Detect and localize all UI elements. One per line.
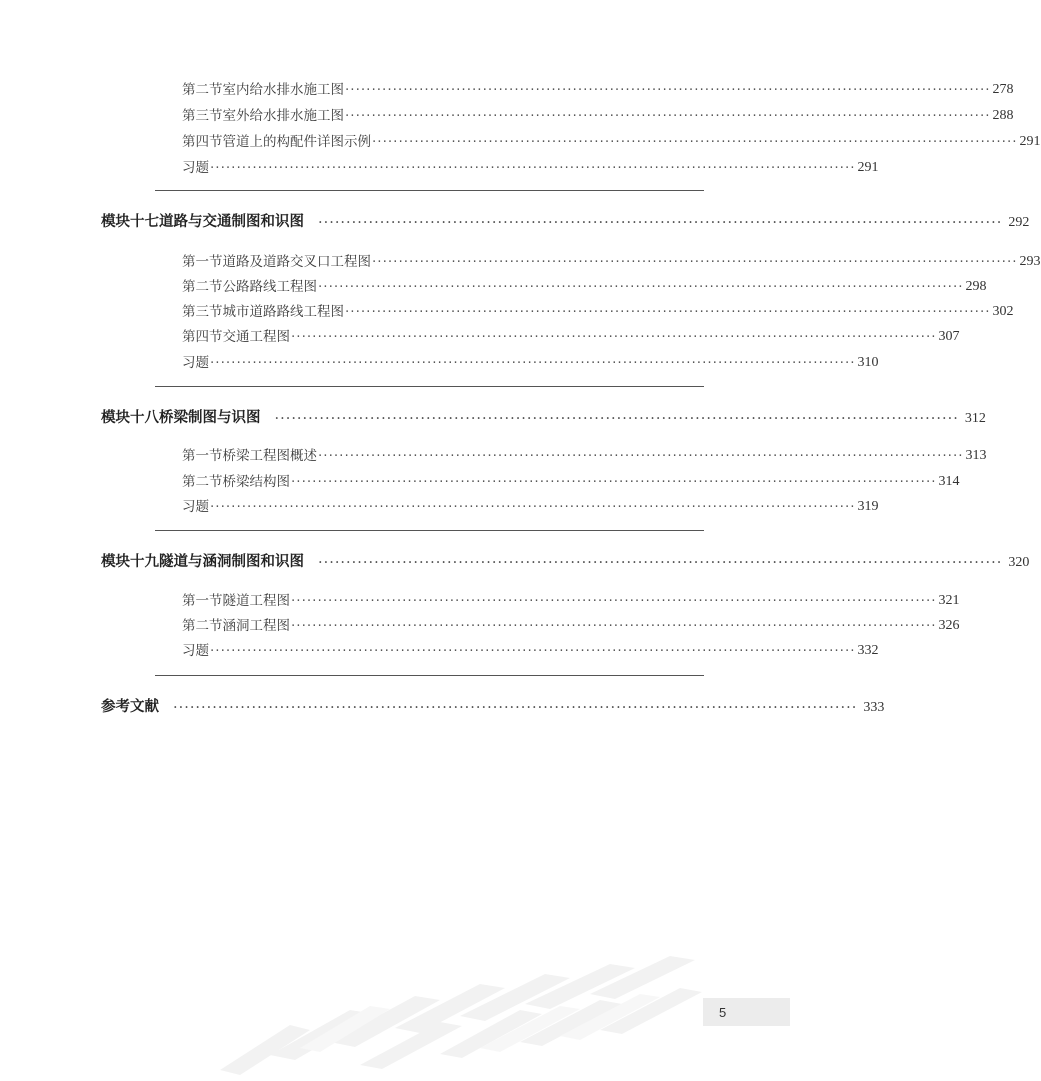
- toc-entry-exercises[interactable]: [182, 495, 879, 515]
- toc-entry-exercises[interactable]: [182, 156, 879, 176]
- dot-leader: ··························································································································: [372, 134, 1018, 150]
- toc-entry-page: 288: [992, 108, 1014, 123]
- dot-leader: ··························································································································: [274, 411, 959, 427]
- toc-module-page: 292: [1008, 215, 1030, 230]
- toc-entry-title: 公路路线工程图: [222, 279, 317, 295]
- toc-module-number: 模块十九: [101, 553, 159, 570]
- toc-module-title: 道路与交通制图和识图: [159, 213, 304, 230]
- toc-entry[interactable]: [182, 325, 960, 345]
- dot-leader: ··························································································································: [318, 448, 964, 464]
- toc-entry-number: 第一节: [182, 593, 223, 609]
- toc-module-number: 模块十七: [101, 213, 159, 230]
- toc-module-title: 参考文献: [101, 698, 159, 715]
- dot-leader: ··························································································································: [291, 474, 937, 490]
- toc-module-entry[interactable]: [101, 407, 986, 427]
- toc-entry-exercises[interactable]: [182, 351, 879, 371]
- toc-entry-title: 室内给水排水施工图: [222, 82, 344, 98]
- divider: [155, 386, 704, 387]
- toc-entry-title: 桥梁结构图: [222, 474, 290, 490]
- divider: [155, 530, 704, 531]
- toc-module-page: 320: [1008, 555, 1030, 570]
- dot-leader: ··························································································································: [318, 215, 1003, 231]
- dot-leader: ··························································································································: [210, 643, 856, 659]
- toc-entry[interactable]: [182, 250, 1041, 270]
- toc-entry-page: 293: [1019, 254, 1041, 269]
- dot-leader: ··························································································································: [210, 355, 856, 371]
- toc-entry[interactable]: [182, 78, 1014, 98]
- toc-module-page: 333: [863, 700, 885, 715]
- toc-entry-page: 332: [857, 643, 879, 658]
- divider: [155, 675, 704, 676]
- toc-entry[interactable]: [182, 470, 960, 490]
- dot-leader: ··························································································································: [345, 304, 991, 320]
- toc-entry-number: 第二节: [182, 474, 223, 490]
- toc-entry-number: 第二节: [182, 279, 223, 295]
- toc-module-entry[interactable]: [101, 551, 1030, 571]
- toc-entry-title: 管道上的构配件详图示例: [222, 134, 371, 150]
- dot-leader: ··························································································································: [345, 82, 991, 98]
- toc-entry-title: 道路及道路交叉口工程图: [222, 254, 371, 270]
- dot-leader: ··························································································································: [345, 108, 991, 124]
- toc-entry-number: 第四节: [182, 329, 223, 345]
- toc-entry-number: 第二节: [182, 82, 223, 98]
- toc-entry-number: 第一节: [182, 448, 223, 464]
- toc-entry-page: 307: [938, 329, 960, 344]
- toc-entry-page: 319: [857, 499, 879, 514]
- toc-entry-page: 291: [1019, 134, 1041, 149]
- toc-module-entry[interactable]: [101, 211, 1030, 231]
- dot-leader: ··························································································································: [291, 618, 937, 634]
- toc-entry-page: 291: [857, 160, 879, 175]
- toc-entry-number: 第三节: [182, 304, 223, 320]
- decorative-pattern: [200, 930, 720, 1080]
- toc-entry-number: 第四节: [182, 134, 223, 150]
- toc-entry[interactable]: [182, 130, 1041, 150]
- toc-entry[interactable]: [182, 589, 960, 609]
- toc-entry-title: 桥梁工程图概述: [222, 448, 317, 464]
- toc-entry-number: 第二节: [182, 618, 223, 634]
- toc-module-title: 隧道与涵洞制图和识图: [159, 553, 304, 570]
- divider: [155, 190, 704, 191]
- toc-entry-title: 交通工程图: [222, 329, 290, 345]
- toc-entry-page: 313: [965, 448, 987, 463]
- toc-entry[interactable]: [182, 104, 1014, 124]
- page-number: 5: [719, 1004, 727, 1020]
- dot-leader: ··························································································································: [210, 499, 856, 515]
- toc-entry-number: 第三节: [182, 108, 223, 124]
- toc-entry-title: 习题: [182, 355, 209, 371]
- toc-module-page: 312: [964, 411, 986, 426]
- toc-entry[interactable]: [182, 444, 987, 464]
- dot-leader: ··························································································································: [372, 254, 1018, 270]
- toc-entry-page: 326: [938, 618, 960, 633]
- toc-entry-title: 城市道路路线工程图: [222, 304, 344, 320]
- toc-entry-title: 室外给水排水施工图: [222, 108, 344, 124]
- toc-entry-page: 310: [857, 355, 879, 370]
- toc-entry-page: 314: [938, 474, 960, 489]
- dot-leader: ··························································································································: [291, 329, 937, 345]
- toc-entry-page: 298: [965, 279, 987, 294]
- dot-leader: ··························································································································: [173, 700, 858, 716]
- toc-entry-page: 321: [938, 593, 960, 608]
- toc-entry[interactable]: [182, 275, 987, 295]
- toc-entry[interactable]: [182, 300, 1014, 320]
- toc-entry-title: 隧道工程图: [222, 593, 290, 609]
- dot-leader: ··························································································································: [210, 160, 856, 176]
- toc-entry-number: 第一节: [182, 254, 223, 270]
- toc-entry[interactable]: [182, 614, 960, 634]
- toc-entry-title: 涵洞工程图: [222, 618, 290, 634]
- toc-module-number: 模块十八: [101, 409, 159, 426]
- toc-module-title: 桥梁制图与识图: [159, 409, 261, 426]
- page-number-tab: [703, 998, 790, 1026]
- toc-entry-exercises[interactable]: [182, 639, 879, 659]
- toc-entry-title: 习题: [182, 643, 209, 659]
- toc-entry-page: 302: [992, 304, 1014, 319]
- dot-leader: ··························································································································: [318, 555, 1003, 571]
- dot-leader: ··························································································································: [291, 593, 937, 609]
- toc-entry-page: 278: [992, 82, 1014, 97]
- dot-leader: ··························································································································: [318, 279, 964, 295]
- toc-entry-title: 习题: [182, 160, 209, 176]
- toc-entry-title: 习题: [182, 499, 209, 515]
- toc-references-entry[interactable]: [101, 696, 885, 716]
